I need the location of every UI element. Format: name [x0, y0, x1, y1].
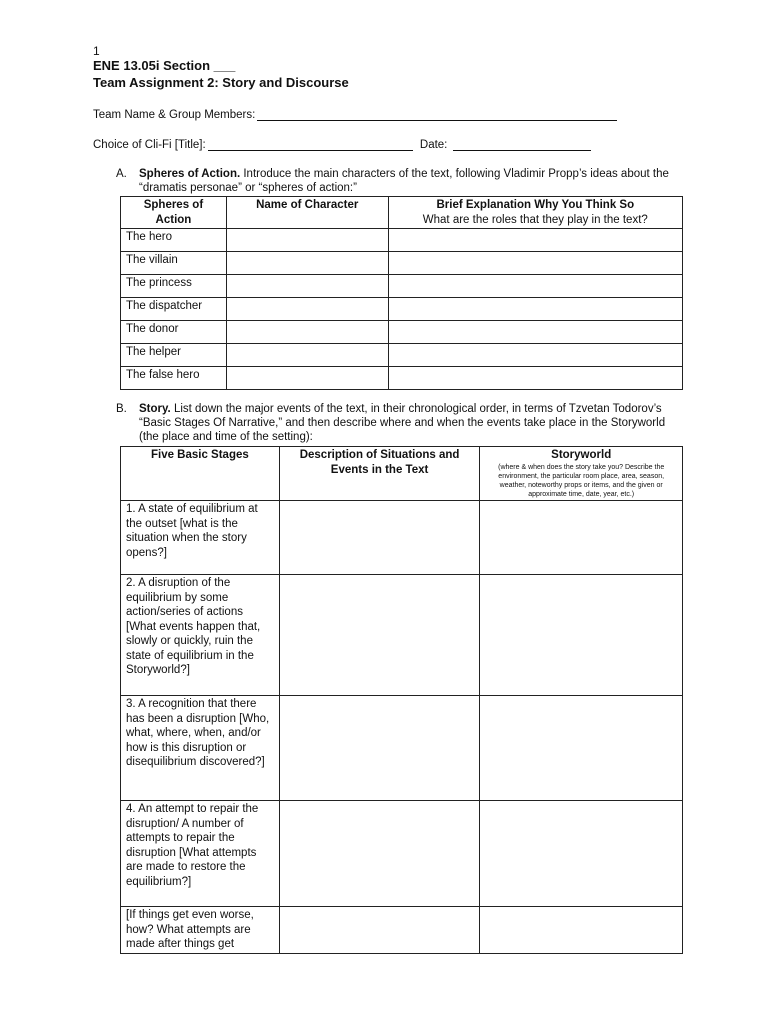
explanation-cell[interactable]: [388, 298, 682, 321]
explanation-cell[interactable]: [388, 344, 682, 367]
section-b-text: List down the major events of the text, in their chronological order, in terms of Tzvetan Todorov’s “Basic Stages Of Narrative,” and then describe where and when the events take place in the Storyworld (the place and time of the setting):: [139, 403, 666, 443]
col-description: Description of Situations and Events in the Text: [279, 447, 480, 501]
col-spheres: Spheres of Action: [121, 197, 227, 229]
stage-2: 2. A disruption of the equilibrium by some action/series of actions [What events happen that, slowly or quickly, ruin the state of equilibrium in the Storyworld?]: [121, 575, 280, 696]
stage-4: 4. An attempt to repair the disruption/ A number of attempts to repair the disruption [What attempts are made to restore the equilibrium?]: [121, 801, 280, 907]
name-cell[interactable]: [226, 298, 388, 321]
storyworld-cell[interactable]: [480, 801, 683, 907]
stage-5: [If things get even worse, how? What attempts are made after things get: [121, 907, 280, 954]
name-cell[interactable]: [226, 275, 388, 298]
section-a-heading: Spheres of Action.: [139, 168, 241, 180]
section-b-letter: B.: [116, 403, 127, 415]
col-storyworld: [480, 447, 683, 501]
name-cell[interactable]: [226, 321, 388, 344]
stage-3: 3. A recognition that there has been a disruption [Who, what, where, when, and/or how is this disruption or disequilibrium discovered?]: [121, 696, 280, 801]
team-label: Team Name & Group Members:: [93, 109, 256, 121]
sphere-donor: The donor: [121, 321, 227, 344]
name-cell[interactable]: [226, 229, 388, 252]
sphere-hero: The hero: [121, 229, 227, 252]
section-a-intro: [116, 167, 686, 197]
col-explanation-sub: What are the roles that they play in the text?: [422, 213, 648, 226]
section-a-text: Introduce the main characters of the text, following Vladimir Propp’s ideas about the “dramatis personae” or “spheres of action:”: [139, 168, 669, 194]
storyworld-note: (where & when does the story take you? Describe the environment, the particular room place, area, season, weather, noteworthy props or items, and the given or approximate time, date, year, etc.): [498, 463, 665, 498]
stages-table: [120, 446, 683, 954]
explanation-cell[interactable]: [388, 367, 682, 390]
stage-1: 1. A state of equilibrium at the outset [what is the situation when the story opens?]: [121, 501, 280, 575]
storyworld-cell[interactable]: [480, 575, 683, 696]
sphere-princess: The princess: [121, 275, 227, 298]
clifi-label: Choice of Cli-Fi [Title]:: [93, 139, 206, 151]
description-cell[interactable]: [279, 907, 480, 954]
col-character-name: Name of Character: [226, 197, 388, 229]
description-cell[interactable]: [279, 501, 480, 575]
col-explanation: [388, 197, 682, 229]
sphere-dispatcher: The dispatcher: [121, 298, 227, 321]
name-cell[interactable]: [226, 344, 388, 367]
section-b-heading: Story.: [139, 403, 171, 415]
explanation-cell[interactable]: [388, 321, 682, 344]
sphere-helper: The helper: [121, 344, 227, 367]
page-number: 1: [93, 44, 100, 58]
description-cell[interactable]: [279, 696, 480, 801]
clifi-blank[interactable]: [208, 138, 413, 151]
team-field: [93, 108, 617, 121]
date-label: Date:: [419, 139, 448, 151]
storyworld-cell[interactable]: [480, 501, 683, 575]
col-storyworld-title: Storyworld: [551, 449, 612, 461]
assignment-title: Team Assignment 2: Story and Discourse: [93, 75, 349, 90]
section-a-letter: A.: [116, 168, 127, 180]
date-blank[interactable]: [453, 138, 591, 151]
description-cell[interactable]: [279, 801, 480, 907]
col-explanation-title: Brief Explanation Why You Think So: [436, 199, 635, 211]
section-b-intro: [116, 402, 686, 446]
spheres-table: [120, 196, 683, 390]
name-cell[interactable]: [226, 367, 388, 390]
storyworld-cell[interactable]: [480, 907, 683, 954]
clifi-field: [93, 138, 591, 151]
col-basic-stages: Five Basic Stages: [121, 447, 280, 501]
explanation-cell[interactable]: [388, 275, 682, 298]
description-cell[interactable]: [279, 575, 480, 696]
storyworld-cell[interactable]: [480, 696, 683, 801]
name-cell[interactable]: [226, 252, 388, 275]
team-blank[interactable]: [257, 108, 617, 121]
sphere-villain: The villain: [121, 252, 227, 275]
course-section: ENE 13.05i Section ___: [93, 58, 236, 73]
explanation-cell[interactable]: [388, 252, 682, 275]
sphere-false-hero: The false hero: [121, 367, 227, 390]
explanation-cell[interactable]: [388, 229, 682, 252]
